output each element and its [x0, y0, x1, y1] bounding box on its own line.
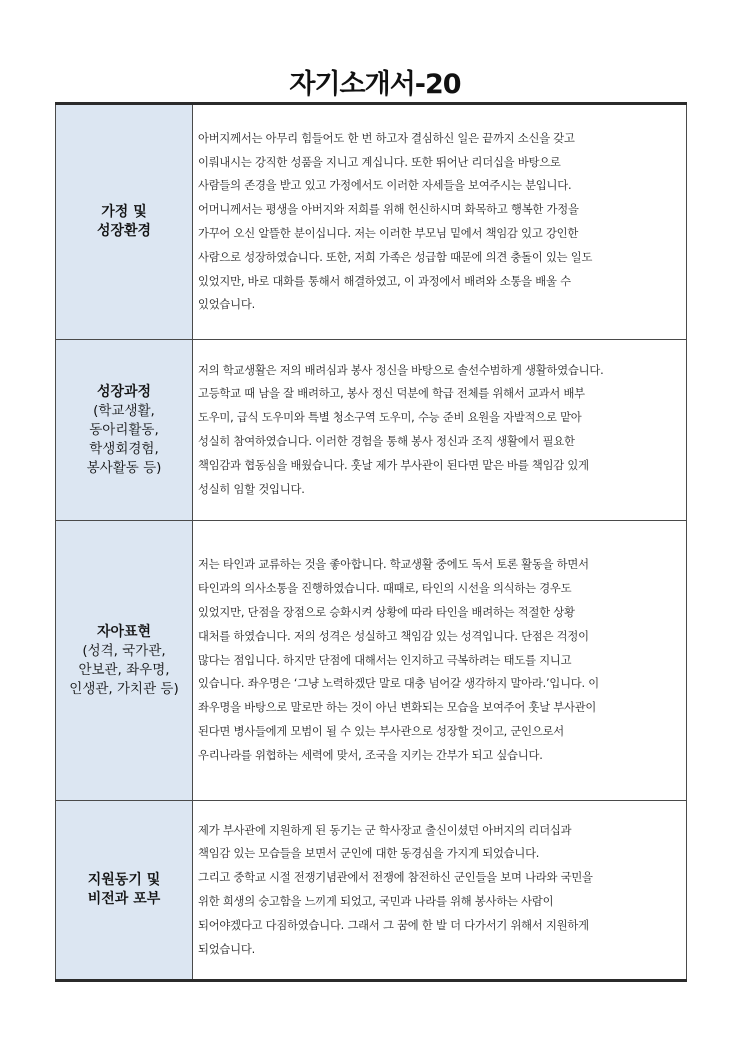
content-line: 사람들의 존경을 받고 있고 가정에서도 이러한 자세들을 보여주시는 분입니다.: [198, 179, 572, 193]
content-line: 아버지께서는 아무리 힘들어도 한 번 하고자 결심하신 일은 끝까지 소신을 갖고: [198, 131, 575, 145]
content-line: 이뤄내시는 강직한 성품을 지니고 계십니다. 또한 뛰어난 리더십을 바탕으로: [198, 155, 561, 169]
content-line: 많다는 점입니다. 하지만 단점에 대해서는 인지하고 극복하려는 태도를 지니고: [198, 653, 572, 667]
self-introduction-table: [55, 102, 687, 982]
content-line: 저의 학교생활은 저의 배려심과 봉사 정신을 바탕으로 솔선수범하게 생활하였습니다.: [198, 363, 604, 377]
section-label-title: 성장과정: [96, 383, 152, 400]
section-row-family: [56, 104, 687, 340]
content-line: 사람으로 성장하였습니다. 또한, 저희 가족은 성급함 때문에 의견 충돌이 있는 일도: [198, 250, 593, 264]
section-label-subtitle: (학교생활,: [93, 402, 155, 419]
content-line: 있었습니다.: [198, 298, 255, 312]
section-label-title: 자아표현: [96, 623, 152, 640]
content-line: 되었습니다.: [198, 942, 255, 956]
section-label-family: [56, 104, 193, 340]
content-line: 있습니다. 좌우명은 ‘그냥 노력하겠단 말로 대충 넘어갈 생각하지 말아라.’입니다. 이: [198, 677, 599, 691]
content-line: 고등학교 때 남을 잘 배려하고, 봉사 정신 덕분에 학급 전체를 위해서 교과서 배부: [198, 387, 585, 401]
section-label-self-expression: [56, 521, 193, 801]
content-line: 책임감 있는 모습들을 보면서 군인에 대한 동경심을 가지게 되었습니다.: [198, 847, 540, 861]
section-content-growth: [193, 340, 687, 521]
content-line: 어머니께서는 평생을 아버지와 저희를 위해 헌신하시며 화목하고 행복한 가정을: [198, 203, 579, 217]
section-label-subtitle: 안보관, 좌우명,: [78, 661, 170, 678]
section-label-growth: [56, 340, 193, 521]
section-label-title: 지원동기 및: [87, 872, 161, 888]
content-line: 저는 타인과 교류하는 것을 좋아합니다. 학교생활 중에도 독서 토론 활동을 하면서: [198, 558, 589, 572]
content-line: 성실히 참여하였습니다. 이러한 경험을 통해 봉사 정신과 조직 생활에서 필요한: [198, 435, 575, 448]
section-label-title: 성장환경: [96, 223, 152, 239]
section-label-subtitle: 학생회경험,: [89, 440, 159, 457]
section-label-title: 가정 및: [101, 204, 147, 220]
content-line: 된다면 병사들에게 모범이 될 수 있는 부사관으로 성장할 것이고, 군인으로서: [198, 724, 565, 738]
content-line: 대처를 하였습니다. 저의 성격은 성실하고 책임감 있는 성격입니다. 단점은 걱정이: [198, 629, 589, 643]
content-line: 좌우명을 바탕으로 말로만 하는 것이 아닌 변화되는 모습을 보여주어 훗날 부사관이: [198, 701, 597, 715]
content-line: 타인과의 의사소통을 진행하였습니다. 때때로, 타인의 시선을 의식하는 경우도: [198, 582, 572, 596]
content-line: 도우미, 급식 도우미와 특별 청소구역 도우미, 수능 준비 요원을 자발적으로 맡아: [198, 411, 582, 425]
section-row-motivation: [56, 801, 687, 981]
section-row-self-expression: [56, 521, 687, 801]
document-title: 자기소개서-20: [289, 69, 461, 100]
content-line: 우리나라를 위협하는 세력에 맞서, 조국을 지키는 간부가 되고 싶습니다.: [198, 748, 543, 762]
content-line: 있었지만, 단점을 장점으로 승화시켜 상황에 따라 타인을 배려하는 적절한 상황: [198, 606, 575, 619]
section-content-self-expression: [193, 521, 687, 801]
content-line: 책임감과 협동심을 배웠습니다. 훗날 제가 부사관이 된다면 맡은 바를 책임감 있게: [198, 458, 589, 472]
content-line: 그리고 중학교 시절 전쟁기념관에서 전쟁에 참전하신 군인들을 보며 나라와 국민을: [198, 871, 593, 885]
content-line: 제가 부사관에 지원하게 된 동기는 군 학사장교 출신이셨던 아버지의 리더십과: [198, 823, 572, 837]
section-label-subtitle: 동아리활동,: [89, 421, 159, 438]
content-line: 가꾸어 오신 알뜰한 분이십니다. 저는 이러한 부모님 밑에서 책임감 있고 강인한: [198, 227, 579, 240]
section-row-growth: [56, 340, 687, 521]
section-label-motivation: [56, 801, 193, 981]
content-line: 있었지만, 바로 대화를 통해서 해결하였고, 이 과정에서 배려와 소통을 배울 수: [198, 274, 571, 288]
section-label-subtitle: 봉사활동 등): [86, 459, 162, 476]
section-label-subtitle: 인생관, 가치관 등): [69, 680, 179, 697]
section-label-title: 비전과 포부: [87, 891, 161, 907]
content-line: 위한 희생의 숭고함을 느끼게 되었고, 국민과 나라를 위해 봉사하는 사람이: [198, 895, 554, 908]
section-label-subtitle: (성격, 국가관,: [82, 642, 166, 659]
section-content-motivation: [193, 801, 687, 981]
content-line: 성실히 임할 것입니다.: [198, 482, 305, 496]
content-line: 되어야겠다고 다짐하였습니다. 그래서 그 꿈에 한 발 더 다가서기 위해서 지원하게: [198, 918, 589, 932]
section-content-family: [193, 104, 687, 340]
